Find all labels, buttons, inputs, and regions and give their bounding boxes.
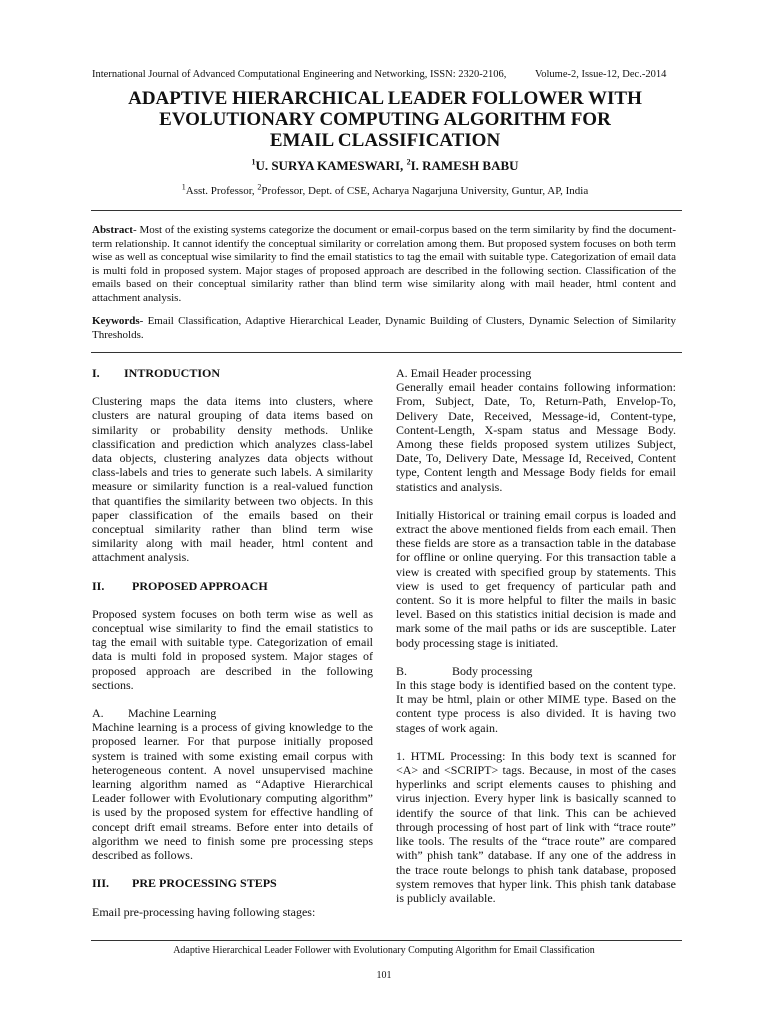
keywords-text: - Email Classification, Adaptive Hierarchical Leader, Dynamic Building of Clusters, Dynamic Selection of Similarity Thresholds.	[92, 315, 676, 341]
right-column	[396, 366, 676, 905]
running-footer: Adaptive Hierarchical Leader Follower with Evolutionary Computing Algorithm for Email Classification	[173, 945, 595, 956]
abstract	[92, 224, 676, 306]
paragraph: Clustering maps the data items into clusters, where clusters are natural grouping of data items based on similarity or probability density methods. Unlike classification and prediction which analyzes class-label data objects, clustering analyzes data objects without class-labels and tries to generate such labels. A similarity measure or similarity function is a real-valued function that quantifies the similarity between two objects. In this paper classification of the emails based on their conceptual similarity rather than blind term wise similarity along with mail header, html content and attachment analysis.	[92, 394, 373, 565]
subsection-heading: A. Machine Learning	[92, 706, 217, 721]
journal-name: International Journal of Advanced Computational Engineering and Networking, ISSN: 2320-2106,	[92, 69, 507, 80]
affil-sup: 1	[181, 182, 186, 192]
affil-sup: 2	[257, 182, 262, 192]
author-sup: 2	[406, 157, 411, 167]
author-name: I. RAMESH BABU	[410, 158, 519, 173]
divider-middle	[91, 352, 682, 353]
paragraph: Proposed system focuses on both term wise as well as conceptual wise similarity to find the email statistics to tag the email with suitable type. Categorization of email data is multi fold in proposed system. Major stages of proposed approach are described in the following sections.	[92, 606, 373, 692]
author-sup: 1	[251, 157, 256, 167]
section-heading: III. PRE PROCESSING STEPS	[92, 876, 277, 891]
paper-title	[90, 88, 680, 151]
paragraph: Generally email header contains following information: From, Subject, Date, To, Return-Path, Envelop-To, Delivery Date, Received, Message-id, Content-type, Content-Length, X-spam status and Message Body. Among these fields proposed system utilizes Subject, Date, To, Delivery Date, Message Id, Received, Content type, Content length and Message Body fields for email statistics and analysis.	[396, 380, 676, 494]
title-line: EVOLUTIONARY COMPUTING ALGORITHM FOR	[159, 109, 611, 130]
page-number: 101	[376, 970, 392, 981]
divider-top	[91, 210, 682, 211]
keywords-label: Keywords	[92, 315, 140, 327]
paragraph: Machine learning is a process of giving knowledge to the proposed learner. For that purpose initially proposed system is trained with some existing email corpus with heterogeneous content. A novel unsupervised machine learning algorithm named as “Adaptive Hierarchical Leader follower with Evolutionary computing algorithm” is used by the proposed system for effective handling of concept drift email streams. Before enter into details of algorithm we need to finish some pre processing steps described as follows.	[92, 720, 373, 863]
section-heading: I. INTRODUCTION	[92, 366, 221, 380]
subsection-heading: B. Body processing	[396, 663, 533, 678]
title-line: EMAIL CLASSIFICATION	[269, 130, 501, 151]
abstract-label: Abstract	[92, 224, 133, 236]
title-line: ADAPTIVE HIERARCHICAL LEADER FOLLOWER WITH	[128, 88, 642, 109]
affil-text: Professor, Dept. of CSE, Acharya Nagarjuna University, Guntur, AP, India	[261, 185, 589, 197]
paragraph: Email pre-processing having following stages:	[92, 904, 316, 919]
section-heading: II. PROPOSED APPROACH	[92, 578, 268, 593]
paragraph: 1. HTML Processing: In this body text is scanned for <A> and <SCRIPT> tags. Because, in most of the cases hyperlinks and script elements causes to phishing and virus injection. Every hyper link is basically scanned to identify the source of that link. This can be achieved through processing of host part of link with “trace route” like tools. The results of the “trace route” are compared with” phish tank” database. If any one of the address in the trace route belongs to phish tank database, proposed system removes that hyper link. This phish tank database is publicly available.	[396, 748, 676, 905]
subsection-heading: A. Email Header processing	[396, 366, 532, 380]
author-name: U. SURYA KAMESWARI,	[255, 158, 407, 173]
journal-header	[92, 68, 672, 81]
paragraph: Initially Historical or training email corpus is loaded and extract the above mentioned fields from each email. Then these fields are store as a transaction table in the database for offline or online querying. For this transaction table a view is created with specified group by statements. This view is used to get frequency of particular path and content. So it is more helpful to filter the mails in basic level. Based on this statistics initial decision is made and mark some of the mail paths or ids are susceptible. Later body processing stage is initiated.	[396, 507, 676, 650]
affiliation	[90, 184, 680, 198]
affil-text: Asst. Professor,	[185, 185, 258, 197]
journal-volume: Volume-2, Issue-12, Dec.-2014	[535, 69, 667, 80]
author-list	[90, 158, 680, 174]
keywords	[92, 315, 676, 342]
paragraph: In this stage body is identified based on the content type. It may be html, plain or other MIME type. Based on the content type process is also divided. It is having two stages of work again.	[396, 678, 676, 735]
abstract-text: - Most of the existing systems categorize the document or email-corpus based on the term similarity by find the document-term relationship. It cannot identify the conceptual similarity or correlation among them. But proposed system focuses on both term wise as well as conceptual wise similarity to find the email statistics to tag the email with suitable type. Categorization of email data is multi fold in proposed system. Major stages of proposed approach are described in the following section. Classification of the emails based on their conceptual similarity rather than blind term wise similarity along with mail header, html content and attachment analysis.	[92, 224, 676, 304]
divider-footer	[91, 940, 682, 941]
left-column	[92, 366, 373, 919]
